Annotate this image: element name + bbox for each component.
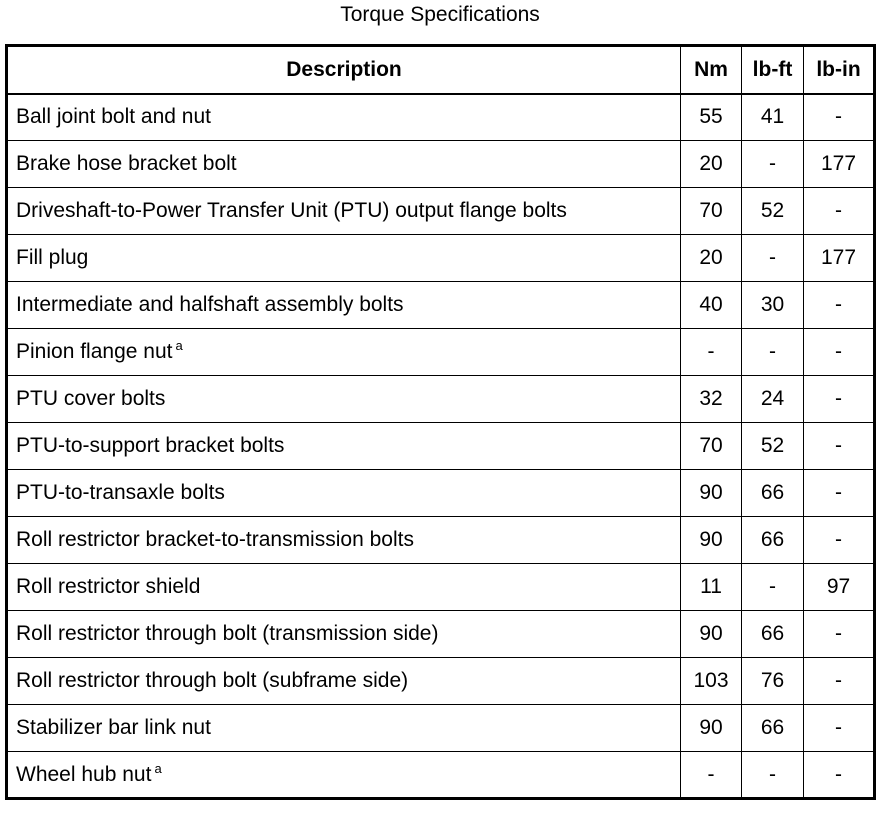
cell-lb-in: -	[804, 188, 875, 235]
cell-lb-in: -	[804, 658, 875, 705]
column-header-description: Description	[7, 46, 681, 94]
table-row	[7, 517, 875, 564]
cell-description	[7, 423, 681, 470]
table-row	[7, 188, 875, 235]
cell-nm: -	[681, 752, 742, 799]
cell-description	[7, 752, 681, 799]
table-row	[7, 141, 875, 188]
cell-lb-in: 177	[804, 141, 875, 188]
table-row	[7, 470, 875, 517]
cell-lb-ft: -	[742, 235, 804, 282]
cell-lb-ft: 52	[742, 423, 804, 470]
cell-lb-ft: 66	[742, 705, 804, 752]
cell-description	[7, 705, 681, 752]
cell-lb-in: -	[804, 705, 875, 752]
cell-description	[7, 94, 681, 141]
cell-lb-ft: 52	[742, 188, 804, 235]
table-row	[7, 705, 875, 752]
column-header-lb-in: lb-in	[804, 46, 875, 94]
description-text: PTU cover bolts	[16, 387, 166, 410]
table-header-row	[7, 46, 875, 94]
table-row	[7, 564, 875, 611]
torque-specifications-table	[5, 44, 876, 800]
description-text: Wheel hub nut	[16, 762, 152, 786]
cell-nm: 90	[681, 705, 742, 752]
column-header-nm: Nm	[681, 46, 742, 94]
cell-lb-in: -	[804, 470, 875, 517]
cell-nm: 103	[681, 658, 742, 705]
description-text: Roll restrictor through bolt (subframe side)	[16, 669, 409, 692]
cell-nm: -	[681, 329, 742, 376]
cell-nm: 40	[681, 282, 742, 329]
cell-description	[7, 564, 681, 611]
table-row	[7, 282, 875, 329]
cell-lb-ft: -	[742, 141, 804, 188]
cell-description	[7, 470, 681, 517]
cell-nm: 90	[681, 517, 742, 564]
cell-description	[7, 235, 681, 282]
cell-nm: 70	[681, 188, 742, 235]
cell-lb-ft: 66	[742, 470, 804, 517]
description-text: Brake hose bracket bolt	[16, 152, 237, 175]
description-text: Pinion flange nut	[16, 340, 173, 363]
cell-description	[7, 329, 681, 376]
cell-lb-in: -	[804, 329, 875, 376]
cell-nm: 70	[681, 423, 742, 470]
footnote-marker: a	[154, 760, 162, 776]
cell-description	[7, 282, 681, 329]
description-text: Intermediate and halfshaft assembly bolts	[16, 293, 404, 316]
description-text: Driveshaft-to-Power Transfer Unit (PTU) output flange bolts	[16, 199, 567, 222]
cell-description	[7, 517, 681, 564]
cell-lb-in: -	[804, 752, 875, 799]
cell-lb-in: -	[804, 611, 875, 658]
cell-nm: 32	[681, 376, 742, 423]
cell-description	[7, 188, 681, 235]
description-text: PTU-to-support bracket bolts	[16, 434, 285, 457]
cell-nm: 55	[681, 94, 742, 141]
cell-lb-in: -	[804, 376, 875, 423]
cell-lb-ft: 76	[742, 658, 804, 705]
cell-lb-ft: 30	[742, 282, 804, 329]
cell-nm: 90	[681, 470, 742, 517]
cell-lb-ft: -	[742, 564, 804, 611]
cell-lb-in: -	[804, 517, 875, 564]
cell-lb-in: -	[804, 423, 875, 470]
description-text: PTU-to-transaxle bolts	[16, 481, 225, 504]
cell-nm: 20	[681, 141, 742, 188]
footnote-marker: a	[175, 338, 183, 353]
description-text: Roll restrictor through bolt (transmission side)	[16, 622, 439, 645]
page-title: Torque Specifications	[340, 3, 540, 26]
cell-lb-ft: -	[742, 752, 804, 799]
description-text: Fill plug	[16, 246, 89, 269]
description-text: Stabilizer bar link nut	[16, 716, 211, 739]
description-text: Ball joint bolt and nut	[16, 105, 211, 129]
cell-lb-ft: 41	[742, 94, 804, 141]
table-row	[7, 376, 875, 423]
table-row	[7, 752, 875, 799]
cell-lb-in: -	[804, 282, 875, 329]
description-text: Roll restrictor shield	[16, 575, 201, 598]
cell-lb-in: -	[804, 94, 875, 141]
cell-nm: 11	[681, 564, 742, 611]
column-header-lb-ft: lb-ft	[742, 46, 804, 94]
cell-lb-in: 177	[804, 235, 875, 282]
cell-description	[7, 611, 681, 658]
cell-lb-ft: 66	[742, 611, 804, 658]
table-row	[7, 611, 875, 658]
cell-description	[7, 658, 681, 705]
cell-lb-ft: 24	[742, 376, 804, 423]
cell-lb-in: 97	[804, 564, 875, 611]
table-row	[7, 423, 875, 470]
cell-nm: 90	[681, 611, 742, 658]
cell-lb-ft: -	[742, 329, 804, 376]
cell-lb-ft: 66	[742, 517, 804, 564]
description-text: Roll restrictor bracket-to-transmission bolts	[16, 528, 414, 551]
table-row	[7, 658, 875, 705]
table-row	[7, 94, 875, 141]
cell-description	[7, 141, 681, 188]
table-row	[7, 329, 875, 376]
table-row	[7, 235, 875, 282]
cell-description	[7, 376, 681, 423]
cell-nm: 20	[681, 235, 742, 282]
table-body	[7, 94, 875, 799]
